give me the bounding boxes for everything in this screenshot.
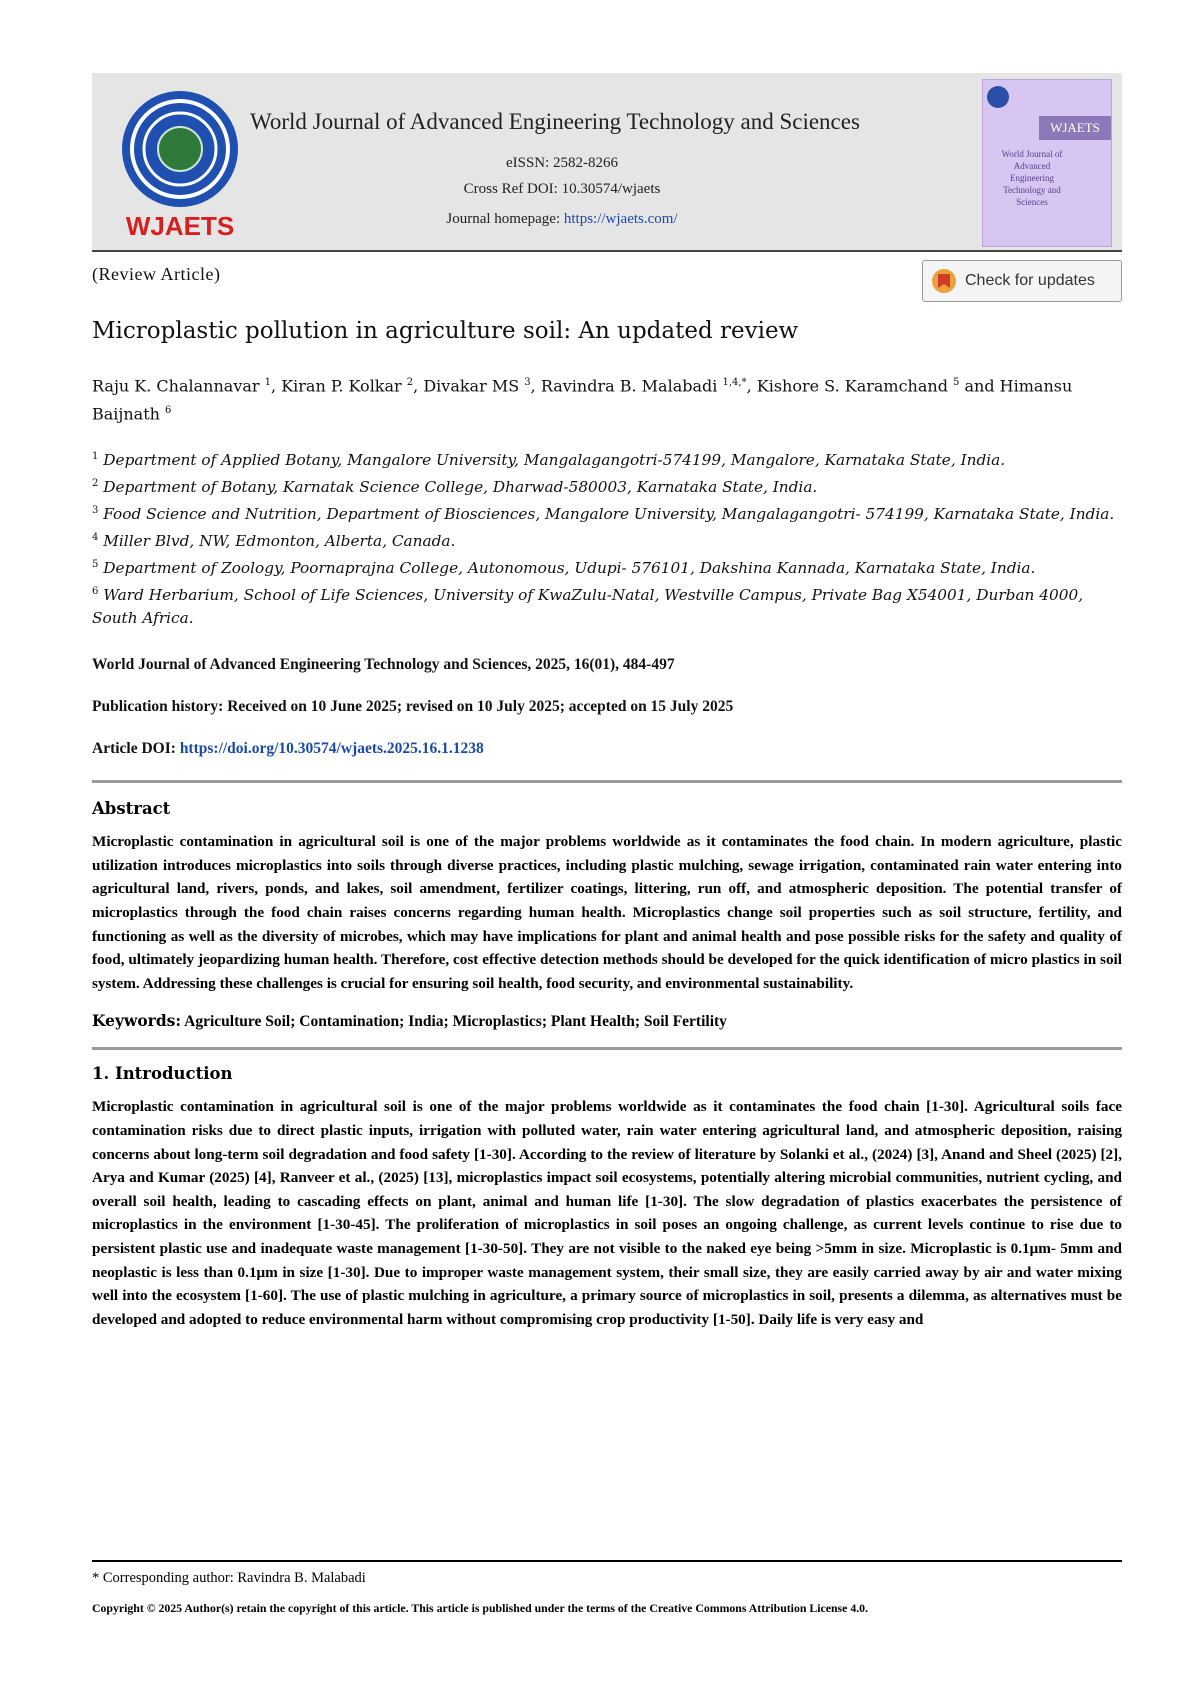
author-name: Kishore S. Karamchand (756, 376, 948, 396)
keywords (92, 1011, 1122, 1031)
divider (92, 1047, 1122, 1050)
abstract-heading: Abstract (92, 799, 171, 819)
affiliation: $^2$ Department of Botany, Karnatak Science College, Dharwad-580003, Karnataka State, India. (92, 477, 818, 496)
affiliation: $^5$ Department of Zoology, Poornaprajna College, Autonomous, Udupi- 576101, Dakshina Kannada, Karnataka State, India. (92, 559, 1036, 578)
article-doi (92, 740, 1122, 758)
homepage-link[interactable]: https://wjaets.com/ (563, 211, 678, 227)
author-name: Raju K. Chalannavar (92, 376, 260, 396)
affiliation-list (92, 445, 1122, 631)
doi-label: Article DOI: (92, 740, 180, 758)
author-name: Himansu Baijnath (92, 376, 1073, 424)
cover-text: World Journal of Advanced Engineering Technology and Sciences (1001, 149, 1063, 207)
journal-banner (92, 73, 1122, 252)
author-name: Divakar MS (423, 376, 520, 396)
eissn: eISSN: 2582-8266 (505, 155, 619, 171)
doi-link[interactable]: https://doi.org/10.30574/wjaets.2025.16.1.1238 (179, 740, 484, 758)
author-affil: 2 (406, 377, 414, 388)
check-updates-button[interactable] (922, 260, 1122, 302)
affiliation: $^1$ Department of Applied Botany, Mangalore University, Mangalagangotri-574199, Mangalore, Karnataka State, India. (92, 450, 1006, 469)
crossref-doi: Cross Ref DOI: 10.30574/wjaets (463, 181, 661, 197)
introduction-heading: 1. Introduction (92, 1064, 233, 1084)
publication-history: Publication history: Received on 10 June 2025; revised on 10 July 2025; accepted on 15 July 2025 (92, 698, 734, 716)
affiliation: $^4$ Miller Blvd, NW, Edmonton, Alberta, Canada. (92, 531, 456, 551)
affiliation: $^6$ Ward Herbarium, School of Life Sciences, University of KwaZulu-Natal, Westville Campus, Private Bag X54001, Durban 4000, South Africa. (92, 586, 1084, 628)
page-footer (92, 1560, 1122, 1616)
article-title: Microplastic pollution in agriculture soil: An updated review (92, 318, 799, 344)
check-updates-label: Check for updates (965, 272, 1095, 289)
abstract-text: Microplastic contamination in agricultural soil is one of the major problems worldwide as it contaminates the food chain. In modern agriculture, plastic utilization introduces microplastics into soils through diverse practices, including plastic mulching, sewage irrigation, contaminated rain water entering into agricultural land, rivers, ponds, and lakes, soil amendment, fertilizer coatings, littering, run off, and atmospheric deposition. The potential transfer of microplastics through the food chain raises concerns regarding human health. Microplastics change soil properties such as soil structure, fertility, and functioning as well as the diversity of microbes, which may have implications for plant and animal health and pose possible risks for the safety and quality of food, ultimately jeopardizing human health. Therefore, cost effective detection methods should be developed for the quick identification of micro plastics in soil system. Addressing these challenges is crucial for ensuring soil health, food security, and environmental sustainability. (92, 833, 1122, 992)
journal-logo (110, 83, 250, 243)
keywords-label: Keywords: (92, 1011, 182, 1031)
footer-divider (92, 1560, 1122, 1562)
keywords-list: Agriculture Soil; Contamination; India; Microplastics; Plant Health; Soil Fertility (184, 1013, 727, 1031)
journal-name: World Journal of Advanced Engineering Technology and Sciences (250, 109, 860, 134)
author-name: Ravindra B. Malabadi (540, 376, 718, 396)
author-affil: 6 (165, 405, 172, 417)
journal-cover (982, 79, 1112, 247)
author-affil: 1,4,* (722, 377, 747, 388)
journal-homepage (242, 211, 882, 228)
introduction-text: Microplastic contamination in agricultural soil is one of the major problems worldwide as it contaminates the food chain [1-30]. Agricultural soils face contamination risks due to direct plastic inputs, irrigation with polluted water, rain water entering agricultural land, and atmospheric deposition, raising concerns about long-term soil degradation and food safety [1-30]. According to the review of literature by Solanki et al., (2024) [3], Anand and Sheel (2025) [2], Arya and Kumar (2025) [4], Ranveer et al., (2025) [13], microplastics impact soil ecosystems, potentially altering microbial communities, nutrient cycling, and overall soil health, leading to cascading effects on plant, animal and human life [1-30]. The slow degradation of plastics exacerbates the persistence of microplastics in the environment [1-30-45]. The proliferation of microplastics in soil poses an ongoing challenge, as current levels continue to rise due to persistent plastic use and inadequate waste management [1-30-50]. They are not visible to the naked eye being >5mm in size. Microplastic is 0.1μm- 5mm and neoplastic is less than 0.1μm in size [1-30]. Due to improper waste management system, their small size, they are easily carried away by air and water mixing well into the ecosystem [1-60]. The use of plastic mulching in agriculture, a primary source of microplastics in soil, presents a dilemma, as alternatives must be developed and adopted to reduce environmental harm without compromising crop productivity [1-50]. Daily life is very easy and (92, 1098, 1122, 1328)
citation: World Journal of Advanced Engineering Technology and Sciences, 2025, 16(01), 484-497 (92, 656, 675, 674)
cover-logo-icon (987, 86, 1009, 108)
affiliation: $^3$ Food Science and Nutrition, Department of Biosciences, Mangalore University, Mangalagangotri- 574199, Karnataka State, India. (92, 504, 1115, 523)
copyright: Copyright © 2025 Author(s) retain the copyright of this article. This article is published under the terms of the Creative Commons Attribution License 4.0. (92, 1601, 869, 1615)
homepage-label: Journal homepage: (446, 211, 564, 227)
divider (92, 780, 1122, 783)
author-name: Kiran P. Kolkar (281, 376, 402, 396)
article-type-row (92, 252, 1122, 304)
author-list: Raju K. Chalannavar $^1$, Kiran P. Kolkar $^2$, Divakar MS $^3$, Ravindra B. Malabadi $^{1,4,*}$, Kishore S. Karamchand $^5$ and Himansu Baijnath $^6$ (92, 376, 1073, 424)
page (92, 73, 1122, 1331)
author-affil: 5 (953, 377, 960, 388)
author-affil: 1 (264, 377, 272, 388)
cover-band: WJAETS (1039, 116, 1111, 140)
article-type: (Review Article) (92, 264, 221, 284)
author-affil: 3 (524, 377, 531, 388)
logo-text: WJAETS (125, 211, 235, 241)
corresponding-author: * Corresponding author: Ravindra B. Malabadi (92, 1570, 366, 1586)
check-updates-icon (931, 268, 957, 294)
